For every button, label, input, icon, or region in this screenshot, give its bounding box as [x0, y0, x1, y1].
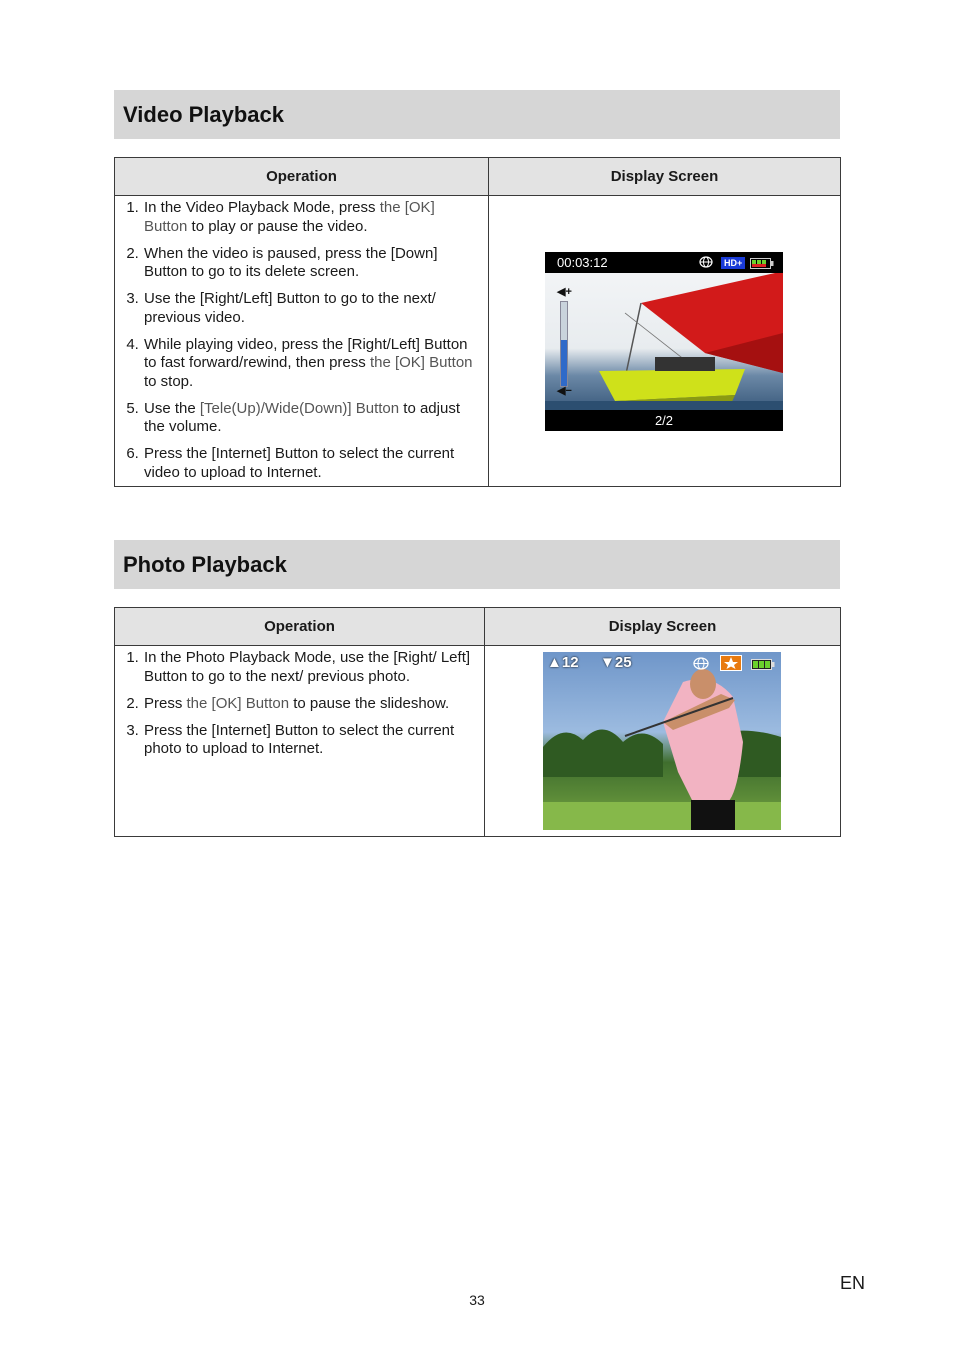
video-playback-screen	[545, 252, 783, 431]
favorite-icon	[720, 655, 742, 676]
photo-operations-table	[114, 607, 841, 837]
volume-minus-icon: ◀−	[557, 385, 572, 397]
golfer-image	[543, 652, 781, 830]
list-item: 3. Use the [Right/Left] Button to go to the next/ previous video.	[143, 290, 482, 327]
list-item: 3. Press the [Internet] Button to select the current photo to upload to Internet.	[143, 722, 478, 759]
list-item: 1. In the Video Playback Mode, press the [OK] Button to play or pause the video.	[143, 199, 482, 236]
battery-icon	[750, 257, 774, 272]
photo-col-operation: Operation	[115, 608, 485, 646]
video-steps-list	[115, 196, 488, 482]
down-count: 25	[614, 654, 632, 671]
video-section-title: Video Playback	[123, 101, 285, 127]
list-item: 6. Press the [Internet] Button to select the current video to upload to Internet.	[143, 445, 482, 482]
photo-col-display: Display Screen	[485, 608, 841, 646]
file-counter: 2/2	[545, 410, 783, 431]
volume-plus-icon: ◀+	[557, 286, 572, 298]
list-item: 4. While playing video, press the [Right/Left] Button to fast forward/rewind, then press the [OK] Button to stop.	[143, 336, 482, 392]
video-col-operation: Operation	[115, 158, 489, 196]
up-arrow-icon: ▲	[547, 654, 562, 671]
photo-section-header	[114, 540, 840, 589]
up-count: 12	[561, 654, 579, 671]
list-item: 1. In the Photo Playback Mode, use the [Right/ Left] Button to go to the next/ previous photo.	[143, 649, 478, 686]
video-col-display: Display Screen	[489, 158, 841, 196]
video-operations-table	[114, 157, 841, 487]
video-section-header	[114, 90, 840, 139]
page-number: 33	[469, 1292, 485, 1308]
list-item: 2. When the video is paused, press the [Down] Button to go to its delete screen.	[143, 245, 482, 282]
globe-icon	[693, 657, 709, 675]
down-arrow-icon: ▼	[600, 654, 615, 671]
battery-icon	[751, 657, 775, 675]
list-item: 2. Press the [OK] Button to pause the slideshow.	[143, 695, 478, 714]
timecode: 00:03:12	[557, 255, 608, 270]
photo-playback-screen	[543, 652, 781, 830]
photo-steps-list	[115, 646, 484, 759]
hd-badge: HD+	[721, 257, 745, 269]
volume-slider[interactable]	[560, 301, 568, 387]
photo-section-title: Photo Playback	[123, 551, 287, 577]
list-item: 5. Use the [Tele(Up)/Wide(Down)] Button to adjust the volume.	[143, 400, 482, 437]
globe-icon	[699, 256, 713, 271]
language-label: EN	[840, 1273, 866, 1293]
sailboat-image	[545, 273, 783, 410]
